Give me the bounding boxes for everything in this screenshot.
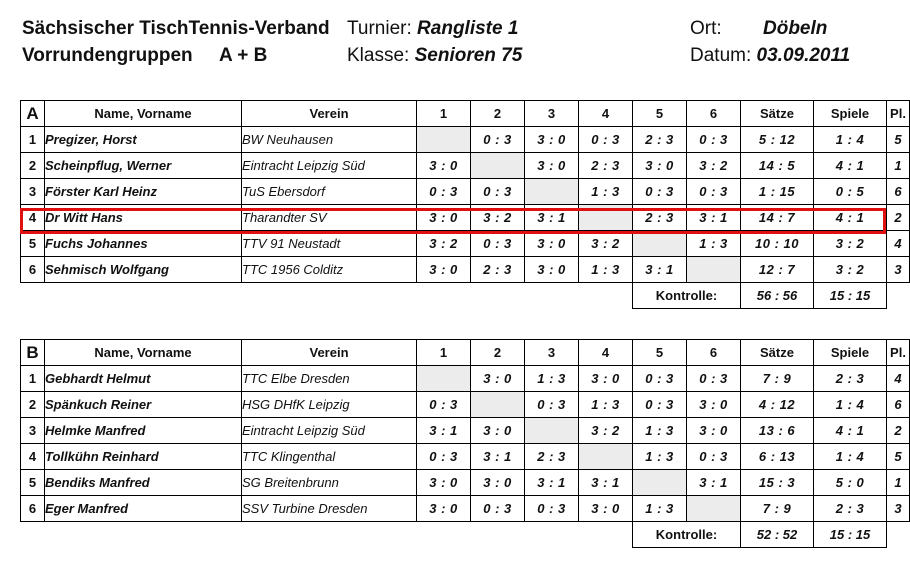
table-row xyxy=(21,231,910,257)
saetze-cell: 4 : 12 xyxy=(741,392,814,418)
klasse-label: Klasse: xyxy=(347,45,410,66)
platz-cell: 2 xyxy=(887,418,910,444)
col-platz: Pl. xyxy=(887,340,910,366)
row-number: 3 xyxy=(21,418,45,444)
result-cell: 3 : 0 xyxy=(525,231,579,257)
result-cell: 3 : 1 xyxy=(417,418,471,444)
platz-cell: 5 xyxy=(887,127,910,153)
player-club: SG Breitenbrunn xyxy=(242,470,417,496)
result-cell: 0 : 3 xyxy=(687,127,741,153)
col-verein: Verein xyxy=(242,101,417,127)
col-3: 3 xyxy=(525,101,579,127)
row-number: 1 xyxy=(21,127,45,153)
table-header-row xyxy=(21,340,910,366)
platz-cell: 1 xyxy=(887,153,910,179)
result-cell: 3 : 0 xyxy=(579,366,633,392)
group-b-table xyxy=(20,339,910,548)
result-cell: 3 : 1 xyxy=(471,444,525,470)
diagonal-cell xyxy=(525,418,579,444)
table-row xyxy=(21,418,910,444)
result-cell: 3 : 2 xyxy=(579,418,633,444)
kontrolle-saetze: 56 : 56 xyxy=(741,283,814,309)
spiele-cell: 3 : 2 xyxy=(814,231,887,257)
saetze-cell: 15 : 3 xyxy=(741,470,814,496)
kontrolle-spiele: 15 : 15 xyxy=(814,522,887,548)
result-cell: 0 : 3 xyxy=(579,127,633,153)
saetze-cell: 7 : 9 xyxy=(741,366,814,392)
player-club: HSG DHfK Leipzig xyxy=(242,392,417,418)
result-cell: 0 : 3 xyxy=(633,179,687,205)
result-cell: 2 : 3 xyxy=(579,153,633,179)
subtitle: Vorrundengruppen xyxy=(22,45,193,66)
player-name: Bendiks Manfred xyxy=(45,470,242,496)
spiele-cell: 1 : 4 xyxy=(814,444,887,470)
row-number: 3 xyxy=(21,179,45,205)
table-row xyxy=(21,153,910,179)
platz-cell: 4 xyxy=(887,231,910,257)
kontrolle-spacer xyxy=(887,522,910,548)
row-number: 1 xyxy=(21,366,45,392)
col-1: 1 xyxy=(417,101,471,127)
spiele-cell: 5 : 0 xyxy=(814,470,887,496)
saetze-cell: 14 : 5 xyxy=(741,153,814,179)
player-name: Tollkühn Reinhard xyxy=(45,444,242,470)
result-cell: 3 : 0 xyxy=(417,205,471,231)
spiele-cell: 3 : 2 xyxy=(814,257,887,283)
diagonal-cell xyxy=(633,231,687,257)
col-3: 3 xyxy=(525,340,579,366)
group-letter: B xyxy=(21,340,45,366)
platz-cell: 6 xyxy=(887,179,910,205)
turnier-value: Rangliste 1 xyxy=(417,18,519,39)
platz-cell: 3 xyxy=(887,496,910,522)
result-cell: 1 : 3 xyxy=(579,179,633,205)
result-cell: 3 : 0 xyxy=(687,392,741,418)
player-club: TTC Klingenthal xyxy=(242,444,417,470)
kontrolle-spacer xyxy=(887,283,910,309)
saetze-cell: 1 : 15 xyxy=(741,179,814,205)
datum-label: Datum: xyxy=(690,45,752,66)
result-cell: 1 : 3 xyxy=(579,392,633,418)
group-letter: A xyxy=(21,101,45,127)
result-cell: 1 : 3 xyxy=(633,444,687,470)
result-cell: 0 : 3 xyxy=(525,392,579,418)
kontrolle-row xyxy=(21,522,910,548)
result-cell: 3 : 0 xyxy=(525,257,579,283)
result-cell: 2 : 3 xyxy=(471,257,525,283)
result-cell: 3 : 0 xyxy=(579,496,633,522)
spiele-cell: 4 : 1 xyxy=(814,418,887,444)
result-cell: 3 : 1 xyxy=(525,205,579,231)
result-cell: 3 : 0 xyxy=(471,366,525,392)
result-cell: 3 : 2 xyxy=(471,205,525,231)
platz-cell: 5 xyxy=(887,444,910,470)
result-cell: 1 : 3 xyxy=(687,231,741,257)
kontrolle-spacer xyxy=(21,283,633,309)
diagonal-cell xyxy=(687,257,741,283)
ort-label: Ort: xyxy=(690,18,722,39)
col-name: Name, Vorname xyxy=(45,340,242,366)
saetze-cell: 10 : 10 xyxy=(741,231,814,257)
player-name: Dr Witt Hans xyxy=(45,205,242,231)
result-cell: 0 : 3 xyxy=(471,127,525,153)
saetze-cell: 7 : 9 xyxy=(741,496,814,522)
table-row xyxy=(21,392,910,418)
kontrolle-label: Kontrolle: xyxy=(633,522,741,548)
spiele-cell: 1 : 4 xyxy=(814,127,887,153)
col-5: 5 xyxy=(633,101,687,127)
col-6: 6 xyxy=(687,340,741,366)
table-row xyxy=(21,205,910,231)
player-name: Eger Manfred xyxy=(45,496,242,522)
spiele-cell: 4 : 1 xyxy=(814,205,887,231)
platz-cell: 4 xyxy=(887,366,910,392)
result-cell: 2 : 3 xyxy=(633,127,687,153)
player-name: Spänkuch Reiner xyxy=(45,392,242,418)
diagonal-cell xyxy=(579,205,633,231)
player-name: Sehmisch Wolfgang xyxy=(45,257,242,283)
result-cell: 1 : 3 xyxy=(633,418,687,444)
player-club: TTC Elbe Dresden xyxy=(242,366,417,392)
result-cell: 0 : 3 xyxy=(471,496,525,522)
diagonal-cell xyxy=(417,366,471,392)
result-cell: 1 : 3 xyxy=(633,496,687,522)
table-row xyxy=(21,366,910,392)
col-2: 2 xyxy=(471,340,525,366)
kontrolle-spacer xyxy=(21,522,633,548)
result-cell: 1 : 3 xyxy=(525,366,579,392)
player-name: Scheinpflug, Werner xyxy=(45,153,242,179)
diagonal-cell xyxy=(471,153,525,179)
row-number: 5 xyxy=(21,470,45,496)
spiele-cell: 1 : 4 xyxy=(814,392,887,418)
table-row xyxy=(21,444,910,470)
player-name: Fuchs Johannes xyxy=(45,231,242,257)
row-number: 4 xyxy=(21,444,45,470)
result-cell: 3 : 0 xyxy=(525,127,579,153)
table-row xyxy=(21,470,910,496)
result-cell: 2 : 3 xyxy=(633,205,687,231)
col-name: Name, Vorname xyxy=(45,101,242,127)
player-club: Eintracht Leipzig Süd xyxy=(242,418,417,444)
saetze-cell: 6 : 13 xyxy=(741,444,814,470)
col-6: 6 xyxy=(687,101,741,127)
row-number: 2 xyxy=(21,153,45,179)
row-number: 6 xyxy=(21,496,45,522)
saetze-cell: 5 : 12 xyxy=(741,127,814,153)
table-row xyxy=(21,496,910,522)
player-club: TTV 91 Neustadt xyxy=(242,231,417,257)
result-cell: 3 : 0 xyxy=(417,496,471,522)
turnier-field xyxy=(347,18,518,40)
result-cell: 0 : 3 xyxy=(417,179,471,205)
result-cell: 3 : 1 xyxy=(579,470,633,496)
ort-value: Döbeln xyxy=(763,18,828,39)
row-number: 2 xyxy=(21,392,45,418)
col-4: 4 xyxy=(579,340,633,366)
col-spiele: Spiele xyxy=(814,340,887,366)
col-platz: Pl. xyxy=(887,101,910,127)
player-club: TuS Ebersdorf xyxy=(242,179,417,205)
result-cell: 3 : 0 xyxy=(417,257,471,283)
result-cell: 0 : 3 xyxy=(687,444,741,470)
result-cell: 1 : 3 xyxy=(579,257,633,283)
result-cell: 0 : 3 xyxy=(525,496,579,522)
result-cell: 0 : 3 xyxy=(471,231,525,257)
result-cell: 2 : 3 xyxy=(525,444,579,470)
col-spiele: Spiele xyxy=(814,101,887,127)
result-cell: 3 : 0 xyxy=(471,418,525,444)
result-cell: 3 : 0 xyxy=(525,153,579,179)
spiele-cell: 2 : 3 xyxy=(814,366,887,392)
result-cell: 0 : 3 xyxy=(633,366,687,392)
player-name: Gebhardt Helmut xyxy=(45,366,242,392)
diagonal-cell xyxy=(633,470,687,496)
col-verein: Verein xyxy=(242,340,417,366)
platz-cell: 2 xyxy=(887,205,910,231)
player-club: Eintracht Leipzig Süd xyxy=(242,153,417,179)
player-name: Pregizer, Horst xyxy=(45,127,242,153)
spiele-cell: 2 : 3 xyxy=(814,496,887,522)
result-cell: 3 : 0 xyxy=(417,153,471,179)
spiele-cell: 0 : 5 xyxy=(814,179,887,205)
col-saetze: Sätze xyxy=(741,340,814,366)
col-2: 2 xyxy=(471,101,525,127)
result-cell: 0 : 3 xyxy=(687,179,741,205)
player-club: Tharandter SV xyxy=(242,205,417,231)
table-header-row xyxy=(21,101,910,127)
groups-label: A + B xyxy=(219,45,268,66)
result-cell: 3 : 0 xyxy=(687,418,741,444)
diagonal-cell xyxy=(417,127,471,153)
saetze-cell: 14 : 7 xyxy=(741,205,814,231)
row-number: 4 xyxy=(21,205,45,231)
kontrolle-row xyxy=(21,283,910,309)
result-cell: 0 : 3 xyxy=(417,444,471,470)
diagonal-cell xyxy=(579,444,633,470)
result-cell: 3 : 1 xyxy=(687,205,741,231)
datum-value: 03.09.2011 xyxy=(756,45,851,66)
result-cell: 0 : 3 xyxy=(687,366,741,392)
platz-cell: 6 xyxy=(887,392,910,418)
result-cell: 0 : 3 xyxy=(471,179,525,205)
diagonal-cell xyxy=(687,496,741,522)
saetze-cell: 12 : 7 xyxy=(741,257,814,283)
kontrolle-saetze: 52 : 52 xyxy=(741,522,814,548)
saetze-cell: 13 : 6 xyxy=(741,418,814,444)
table-row xyxy=(21,179,910,205)
turnier-label: Turnier: xyxy=(347,18,412,39)
table-row xyxy=(21,127,910,153)
result-cell: 3 : 1 xyxy=(525,470,579,496)
group-a-table xyxy=(20,100,910,309)
datum-field xyxy=(690,45,850,67)
col-5: 5 xyxy=(633,340,687,366)
result-cell: 3 : 2 xyxy=(417,231,471,257)
result-cell: 3 : 2 xyxy=(579,231,633,257)
platz-cell: 3 xyxy=(887,257,910,283)
col-4: 4 xyxy=(579,101,633,127)
spiele-cell: 4 : 1 xyxy=(814,153,887,179)
diagonal-cell xyxy=(525,179,579,205)
result-cell: 3 : 0 xyxy=(633,153,687,179)
player-name: Helmke Manfred xyxy=(45,418,242,444)
klasse-value: Senioren 75 xyxy=(414,45,523,66)
col-saetze: Sätze xyxy=(741,101,814,127)
col-1: 1 xyxy=(417,340,471,366)
result-cell: 3 : 0 xyxy=(417,470,471,496)
row-number: 5 xyxy=(21,231,45,257)
kontrolle-label: Kontrolle: xyxy=(633,283,741,309)
diagonal-cell xyxy=(471,392,525,418)
kontrolle-spiele: 15 : 15 xyxy=(814,283,887,309)
player-club: TTC 1956 Colditz xyxy=(242,257,417,283)
table-row xyxy=(21,257,910,283)
klasse-field xyxy=(347,45,522,67)
player-name: Förster Karl Heinz xyxy=(45,179,242,205)
federation-title: Sächsischer TischTennis-Verband xyxy=(22,18,330,39)
result-cell: 3 : 1 xyxy=(633,257,687,283)
result-cell: 3 : 2 xyxy=(687,153,741,179)
result-cell: 0 : 3 xyxy=(633,392,687,418)
result-cell: 3 : 0 xyxy=(471,470,525,496)
platz-cell: 1 xyxy=(887,470,910,496)
player-club: SSV Turbine Dresden xyxy=(242,496,417,522)
player-club: BW Neuhausen xyxy=(242,127,417,153)
result-cell: 3 : 1 xyxy=(687,470,741,496)
row-number: 6 xyxy=(21,257,45,283)
result-cell: 0 : 3 xyxy=(417,392,471,418)
